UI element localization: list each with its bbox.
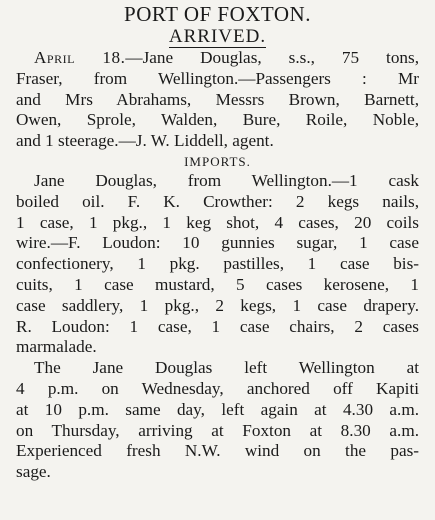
imports-paragraph [16, 171, 419, 358]
imports-line: case saddlery, 1 pkg., 2 kegs, 1 case drapery. [16, 295, 419, 315]
imports-line: wire.—F. Loudon: 10 gunnies sugar, 1 case [16, 233, 419, 253]
imports-line: Jane Douglas, from Wellington.—1 cask [34, 170, 419, 190]
arrived-heading-wrap [16, 26, 419, 48]
arrival-line: Owen, Sprole, Walden, Bure, Roile, Noble, [16, 110, 419, 130]
imports-line: 1 case, 1 pkg., 1 keg shot, 4 cases, 20 coils [16, 212, 419, 232]
arrival-line: and 1 steerage.—J. W. Liddell, agent. [16, 131, 274, 151]
arrived-heading: ARRIVED. [168, 26, 267, 47]
headline: PORT OF FOXTON. [124, 2, 311, 26]
imports-line: marmalade. [16, 337, 97, 357]
arrival-date: April 18. [34, 48, 126, 67]
imports-heading: IMPORTS. [184, 153, 251, 169]
arrival-line-text: —Jane Douglas, s.s., 75 tons, [125, 48, 420, 67]
imports-line: R. Loudon: 1 case, 1 case chairs, 2 cases [16, 316, 419, 336]
voyage-line: The Jane Douglas left Wellington at [34, 358, 419, 378]
voyage-line: 4 p.m. on Wednesday, anchored off Kapiti [16, 378, 419, 398]
arrival-line: Fraser, from Wellington.—Passengers : Mr [16, 68, 419, 88]
voyage-line: Experienced fresh N.W. wind on the pas- [16, 441, 419, 461]
arrival-line: and Mrs Abrahams, Messrs Brown, Barnett, [16, 89, 419, 109]
imports-line: boiled oil. F. K. Crowther: 2 kegs nails, [16, 191, 419, 211]
imports-line: cuits, 1 case mustard, 5 cases kerosene, 1 [16, 274, 419, 294]
voyage-line: at 10 p.m. same day, left again at 4.30 a.m. [16, 399, 419, 419]
voyage-paragraph [16, 358, 419, 483]
voyage-line: sage. [16, 462, 51, 482]
voyage-line: on Thursday, arriving at Foxton at 8.30 a.m. [16, 420, 419, 440]
imports-line: confectionery, 1 pkg. pastilles, 1 case bis- [16, 254, 419, 274]
arrival-paragraph [16, 48, 419, 152]
arrival-line [16, 48, 419, 69]
